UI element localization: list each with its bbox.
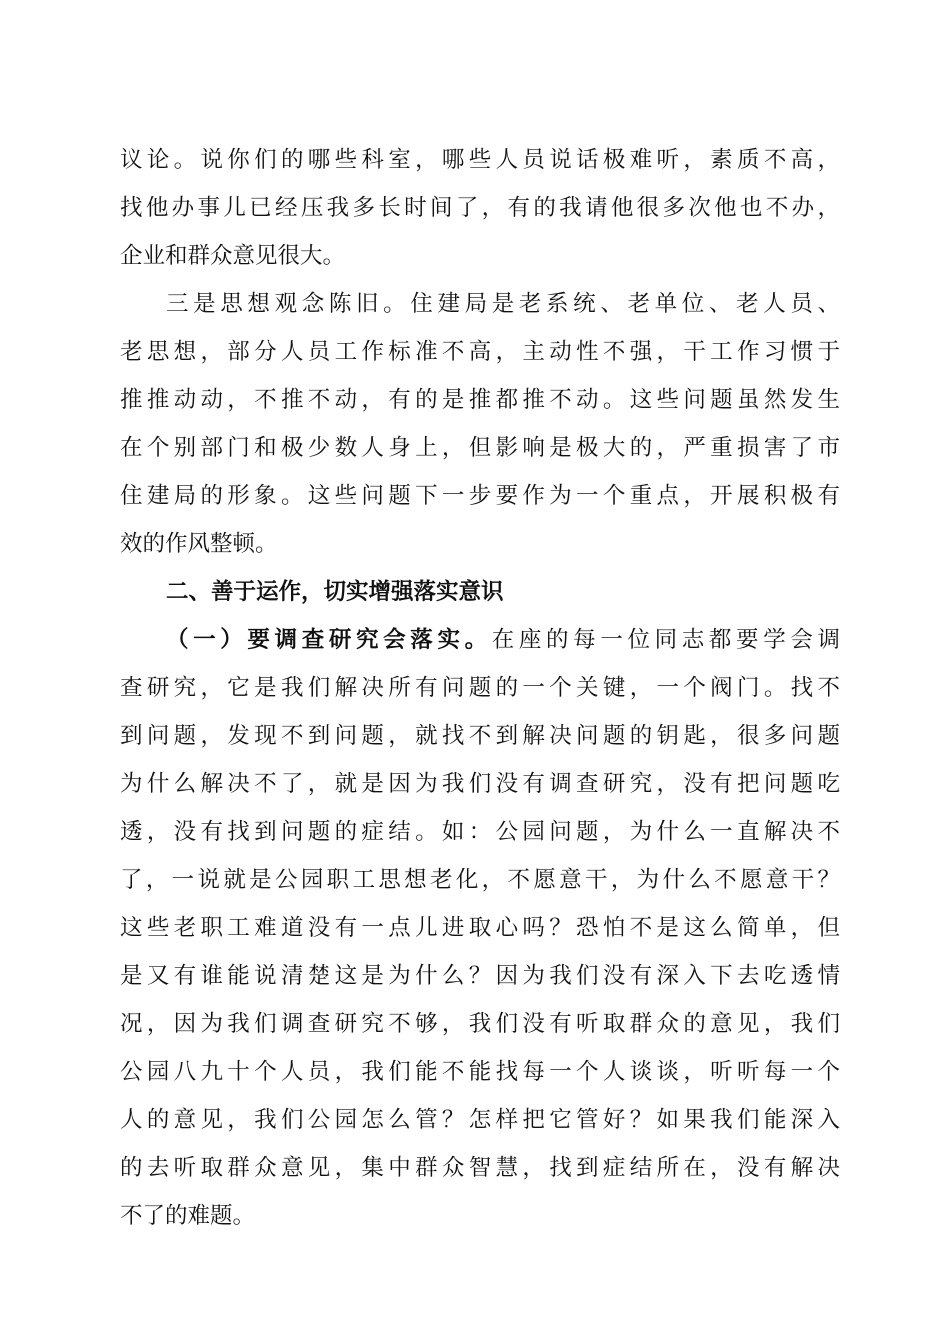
text-line-with-lead <box>166 616 840 664</box>
text-line: 找他办事儿已经压我多长时间了，有的我请他很多次他也不办， <box>120 195 840 221</box>
text-line: 效的作风整顿。 <box>120 531 278 557</box>
subsection-lead: （一）要调查研究会落实。 <box>166 627 492 653</box>
text-line: 为什么解决不了，就是因为我们没有调查研究，没有把问题吃 <box>120 771 840 797</box>
text-line: 老思想，部分人员工作标准不高，主动性不强，干工作习惯于 <box>120 339 840 365</box>
text-line: 公园八九十个人员，我们能不能找每一个人谈谈，听听每一个 <box>120 1059 840 1085</box>
section-heading: 二、善于运作，切实增强落实意识 <box>166 579 504 605</box>
text-line: 三是思想观念陈旧。住建局是老系统、老单位、老人员、 <box>166 291 840 317</box>
text-line: 况，因为我们调查研究不够，我们没有听取群众的意见，我们 <box>120 1011 840 1037</box>
text-line: 是又有谁能说清楚这是为什么？因为我们没有深入下去吃透情 <box>120 963 840 989</box>
text-line: 人的意见，我们公园怎么管？怎样把它管好？如果我们能深入 <box>120 1107 840 1133</box>
text-line: 议论。说你们的哪些科室，哪些人员说话极难听，素质不高， <box>120 147 840 173</box>
text-line: 这些老职工难道没有一点儿进取心吗？恐怕不是这么简单，但 <box>120 915 840 941</box>
text-line: 查研究，它是我们解决所有问题的一个关键，一个阀门。找不 <box>120 675 840 701</box>
text-line: 企业和群众意见很大。 <box>120 243 346 269</box>
text-line: 透，没有找到问题的症结。如：公园问题，为什么一直解决不 <box>120 819 840 845</box>
text-line: 推推动动，不推不动，有的是推都推不动。这些问题虽然发生 <box>120 387 840 413</box>
text-line: 到问题，发现不到问题，就找不到解决问题的钥匙，很多问题 <box>120 723 840 749</box>
text-line: 在个别部门和极少数人身上，但影响是极大的，严重损害了市 <box>120 435 840 461</box>
text-line: 了，一说就是公园职工思想老化，不愿意干，为什么不愿意干？ <box>120 867 840 893</box>
text-line: 住建局的形象。这些问题下一步要作为一个重点，开展积极有 <box>120 483 840 509</box>
text-span: 在座的每一位同志都要学会调 <box>491 627 840 653</box>
text-line: 的去听取群众意见，集中群众智慧，找到症结所在，没有解决 <box>120 1155 840 1181</box>
text-line: 不了的难题。 <box>120 1203 256 1229</box>
